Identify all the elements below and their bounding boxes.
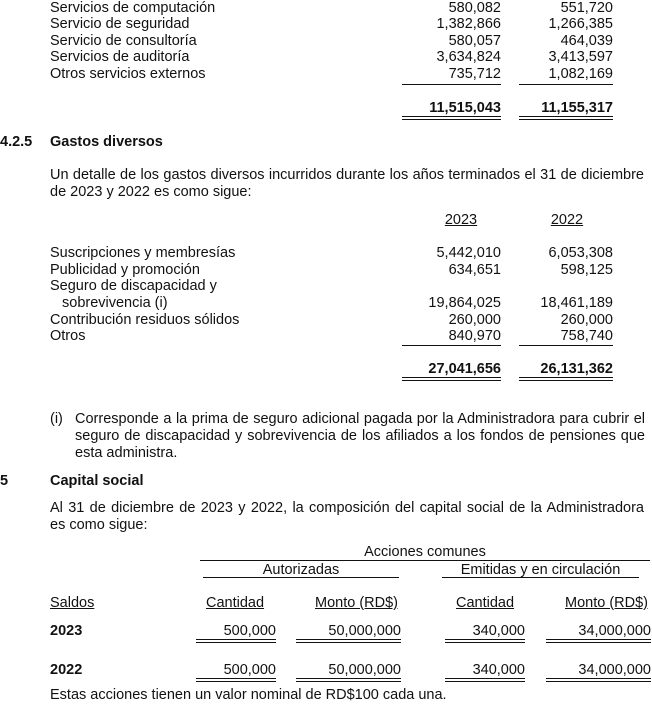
row-label: Publicidad y promoción <box>50 262 200 278</box>
row-label: Suscripciones y membresías <box>50 245 236 261</box>
value-2022: 6,053,308 <box>548 245 613 261</box>
double-rule <box>296 639 401 640</box>
column-year-2023: 2023 <box>444 212 478 228</box>
column-saldos: Saldos <box>50 595 95 611</box>
value-2022: 260,000 <box>560 312 613 328</box>
double-rule <box>519 380 613 381</box>
value-2023: 735,712 <box>448 66 501 82</box>
value-2023: 19,864,025 <box>428 295 501 311</box>
double-rule <box>546 681 651 682</box>
column-monto: Monto (RD$) <box>565 595 648 611</box>
value-2023: 634,651 <box>448 262 501 278</box>
column-cantidad: Cantidad <box>456 595 515 611</box>
double-rule <box>445 639 525 640</box>
double-rule <box>445 681 525 682</box>
value-2023: 3,634,824 <box>436 49 501 65</box>
sub-header-emitidas: Emitidas y en circulación <box>460 562 621 578</box>
row-label: Servicios de auditoría <box>50 49 190 65</box>
sub-header-rule <box>442 577 639 578</box>
total-2023: 11,515,043 <box>429 100 501 116</box>
double-rule <box>196 678 276 679</box>
sub-header-rule <box>203 577 399 578</box>
aut-monto: 50,000,000 <box>328 623 401 639</box>
row-label: sobrevivencia (i) <box>62 295 168 311</box>
double-rule <box>546 678 651 679</box>
emi-cantidad: 340,000 <box>472 623 525 639</box>
value-2023: 840,970 <box>448 328 501 344</box>
total-2022: 11,155,317 <box>541 100 613 116</box>
row-label: Contribución residuos sólidos <box>50 312 240 328</box>
row-label: Servicio de consultoría <box>50 33 197 49</box>
emi-cantidad: 340,000 <box>472 662 525 678</box>
column-cantidad: Cantidad <box>206 595 265 611</box>
value-2022: 464,039 <box>560 33 613 49</box>
subtotal-rule <box>519 84 613 85</box>
row-year: 2022 <box>50 662 83 678</box>
value-2023: 1,382,866 <box>436 16 501 32</box>
capital-footer: Estas acciones tienen un valor nominal de RD$100 cada una. <box>50 687 447 703</box>
double-rule <box>196 642 276 643</box>
section-title: Gastos diversos <box>50 134 163 150</box>
double-rule <box>296 681 401 682</box>
section-intro: Un detalle de los gastos diversos incurridos durante los años terminados el 31 de diciembre de 2023 y 2022 es como sigue: <box>50 167 644 200</box>
group-header: Acciones comunes <box>364 544 486 560</box>
value-2022: 1,082,169 <box>548 66 613 82</box>
value-2022: 18,461,189 <box>540 295 613 311</box>
value-2023: 580,057 <box>448 33 501 49</box>
value-2022: 3,413,597 <box>548 49 613 65</box>
double-rule <box>546 642 651 643</box>
footnote-marker: (i) <box>50 411 63 427</box>
double-rule <box>402 380 501 381</box>
double-rule <box>402 119 501 120</box>
sub-header-autorizadas: Autorizadas <box>262 562 340 578</box>
column-monto: Monto (RD$) <box>315 595 398 611</box>
double-rule <box>296 642 401 643</box>
double-rule <box>519 116 613 117</box>
section-number: 5 <box>0 473 9 489</box>
column-year-2022: 2022 <box>550 212 584 228</box>
double-rule <box>296 678 401 679</box>
total-2023: 27,041,656 <box>428 361 501 377</box>
footnote-text: Corresponde a la prima de seguro adicional pagada por la Administradora para cubrir el seguro de discapacidad y sobrevivencia de los afiliados a los fondos de pensiones que esta administra. <box>75 411 645 461</box>
subtotal-rule <box>519 345 613 346</box>
aut-monto: 50,000,000 <box>328 662 401 678</box>
aut-cantidad: 500,000 <box>223 623 276 639</box>
double-rule <box>196 681 276 682</box>
double-rule <box>445 642 525 643</box>
double-rule <box>519 119 613 120</box>
value-2023: 260,000 <box>448 312 501 328</box>
aut-cantidad: 500,000 <box>223 662 276 678</box>
row-label: Servicio de seguridad <box>50 16 190 32</box>
double-rule <box>402 116 501 117</box>
emi-monto: 34,000,000 <box>578 623 651 639</box>
row-year: 2023 <box>50 623 83 639</box>
row-label: Otros <box>50 328 86 344</box>
double-rule <box>445 678 525 679</box>
row-label: Seguro de discapacidad y <box>50 278 217 294</box>
section-title: Capital social <box>50 473 144 489</box>
value-2022: 598,125 <box>560 262 613 278</box>
double-rule <box>402 377 501 378</box>
double-rule <box>196 639 276 640</box>
group-header-rule <box>200 560 650 561</box>
subtotal-rule <box>402 84 501 85</box>
value-2022: 1,266,385 <box>548 16 613 32</box>
value-2022: 758,740 <box>560 328 613 344</box>
section-number: 4.2.5 <box>0 134 33 150</box>
row-label: Servicios de computación <box>50 0 216 16</box>
value-2023: 5,442,010 <box>436 245 501 261</box>
double-rule <box>546 639 651 640</box>
subtotal-rule <box>402 345 501 346</box>
section-intro: Al 31 de diciembre de 2023 y 2022, la composición del capital social de la Administradora es como sigue: <box>50 500 644 533</box>
total-2022: 26,131,362 <box>540 361 613 377</box>
emi-monto: 34,000,000 <box>578 662 651 678</box>
double-rule <box>519 377 613 378</box>
value-2023: 580,082 <box>448 0 501 16</box>
row-label: Otros servicios externos <box>50 66 206 82</box>
value-2022: 551,720 <box>560 0 613 16</box>
